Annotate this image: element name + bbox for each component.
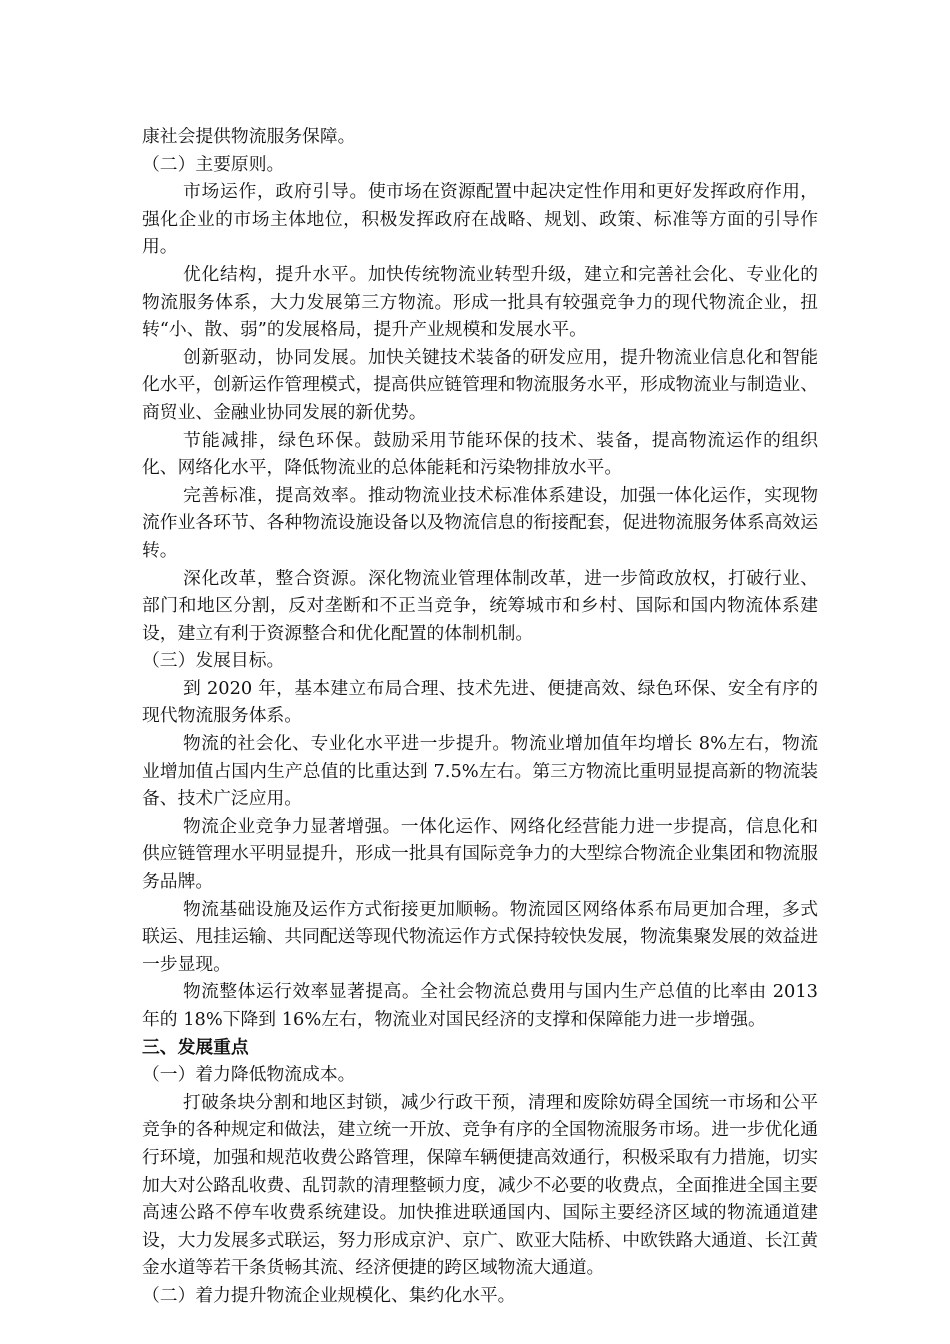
principle-paragraph — [142, 344, 818, 427]
goal-paragraph: 物流基础设施及运作方式衔接更加顺畅。物流园区网络体系布局更加合理，多式联运、甩挂运输、共同配送等现代物流运作方式保持较快发展，物流集聚发展的效益进一步显现。 — [142, 898, 818, 975]
principle-text: 加快关键技术装备的研发应用，提升物流业信息化和智能化水平，创新运作管理模式，提高供应链管理和物流服务水平，形成物流业与制造业、商贸业、金融业协同发展的新优势。 — [142, 346, 818, 423]
principle-text: 使市场在资源配置中起决定性作用和更好发挥政府作用，强化企业的市场主体地位，积极发挥政府在战略、规划、政策、标准等方面的引导作用。 — [142, 181, 818, 258]
principle-lead: 创新驱动，协同发展。 — [182, 346, 369, 368]
document-page — [142, 123, 818, 1310]
principle-paragraph — [142, 482, 818, 565]
principle-text: 鼓励采用节能环保的技术、装备，提高物流运作的组织化、网络化水平，降低物流业的总体能耗和污染物排放水平。 — [142, 429, 818, 479]
subsection-heading-reduce-cost: （一）着力降低物流成本。 — [142, 1064, 356, 1086]
goal-paragraph: 物流的社会化、专业化水平进一步提升。物流业增加值年均增长 8%左右，物流业增加值占国内生产总值的比重达到 7.5%左右。第三方物流比重明显提高新的物流装备、技术广泛应用。 — [142, 733, 818, 810]
goal-paragraph: 物流企业竞争力显著增强。一体化运作、网络化经营能力进一步提高，信息化和供应链管理水平明显提升，形成一批具有国际竞争力的大型综合物流企业集团和物流服务品牌。 — [142, 815, 818, 893]
principle-lead: 市场运作，政府引导。 — [182, 181, 369, 203]
body-paragraph: 打破条块分割和地区封锁，减少行政干预，清理和废除妨碍全国统一市场和公平竞争的各种规定和做法，建立统一开放、竞争有序的全国物流服务市场。进一步优化通行环境，加强和规范收费公路管理，保障车辆便捷高效通行，积极采取有力措施，切实加大对公路乱收费、乱罚款的清理整顿力度，减少不必要的收费点，全面推进全国主要高速公路不停车收费系统建设。加快推进联通国内、国际主要经济区域的物流通道建设，大力发展多式联运，努力形成京沪、京广、欧亚大陆桥、中欧铁路大通道、长江黄金水道等若干条货畅其流、经济便捷的跨区域物流大通道。 — [142, 1091, 818, 1279]
section-heading-main-principles: （二）主要原则。 — [142, 153, 285, 175]
section-heading-development-priorities: 三、发展重点 — [142, 1036, 249, 1058]
continuation-text: 康社会提供物流服务保障。 — [142, 126, 356, 147]
principle-lead: 深化改革，整合资源。 — [182, 567, 369, 589]
goal-paragraph: 物流整体运行效率显著提高。全社会物流总费用与国内生产总值的比率由 2013 年的 18%下降到 16%左右，物流业对国民经济的支撑和保障能力进一步增强。 — [142, 981, 818, 1030]
goal-paragraph: 到 2020 年，基本建立布局合理、技术先进、便捷高效、绿色环保、安全有序的现代物流服务体系。 — [142, 677, 818, 727]
subsection-heading-scale-up: （二）着力提升物流企业规模化、集约化水平。 — [142, 1284, 516, 1306]
principle-paragraph — [142, 261, 818, 344]
principle-paragraph — [142, 427, 818, 482]
principle-lead: 节能减排，绿色环保。 — [182, 429, 374, 451]
principle-text: 推动物流业技术标准体系建设，加强一体化运作，实现物流作业各环节、各种物流设施设备以及物流信息的衔接配套，促进物流服务体系高效运转。 — [142, 484, 818, 561]
section-heading-development-goals: （三）发展目标。 — [142, 650, 285, 672]
principle-lead: 优化结构，提升水平。 — [182, 263, 369, 285]
principle-paragraph — [142, 178, 818, 261]
principle-lead: 完善标准，提高效率。 — [182, 484, 369, 506]
principle-text: 深化物流业管理体制改革，进一步简政放权，打破行业、部门和地区分割，反对垄断和不正当竞争，统筹城市和乡村、国际和国内物流体系建设，建立有利于资源整合和优化配置的体制机制。 — [142, 567, 818, 644]
principle-paragraph — [142, 565, 818, 648]
principle-text: 加快传统物流业转型升级，建立和完善社会化、专业化的物流服务体系，大力发展第三方物流。形成一批具有较强竞争力的现代物流企业，扭转“小、散、弱”的发展格局，提升产业规模和发展水平。 — [142, 263, 818, 341]
